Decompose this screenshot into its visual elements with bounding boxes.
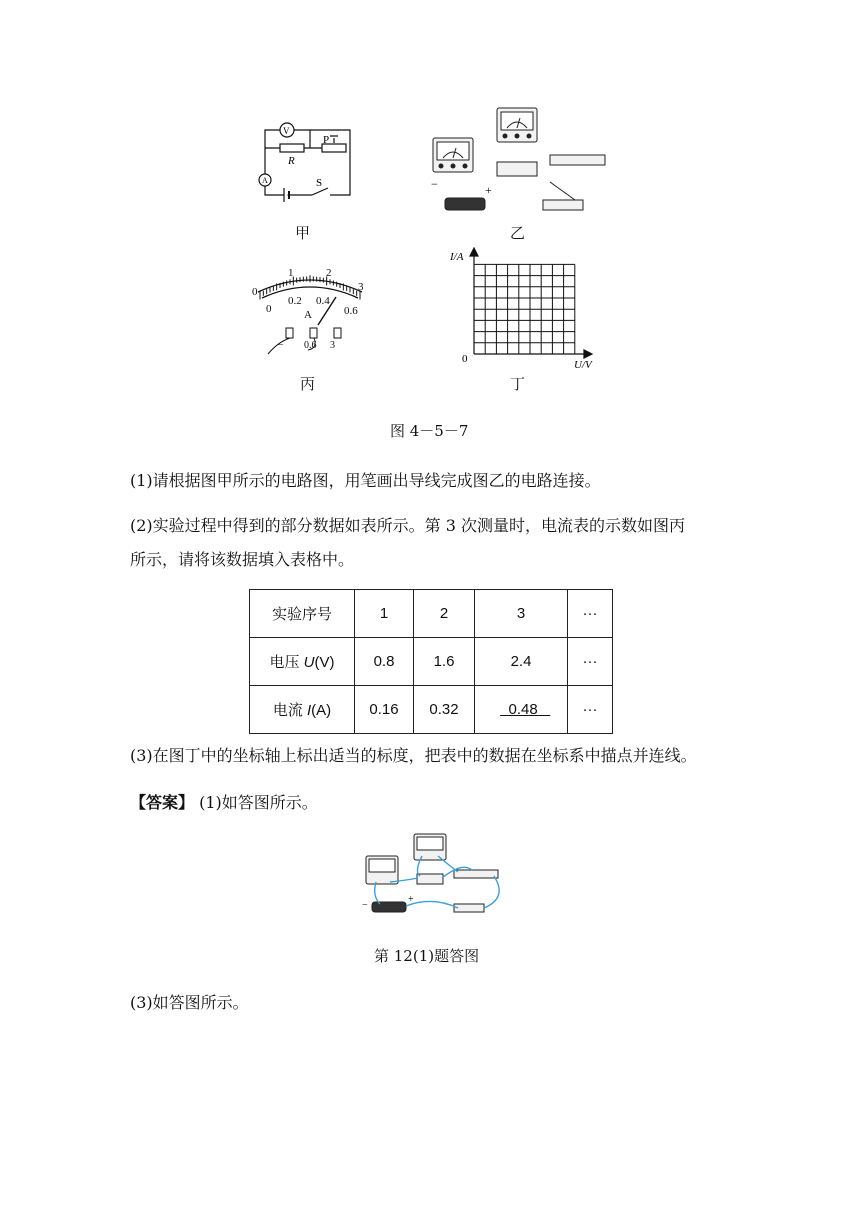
switch-device bbox=[543, 200, 583, 210]
battery-device bbox=[445, 198, 485, 210]
dial-bottom-2: 0.4 bbox=[316, 295, 330, 307]
table-row bbox=[250, 638, 613, 686]
table-cell: 0.32 bbox=[414, 686, 475, 734]
table-cell: ··· bbox=[568, 590, 613, 638]
battery-plus-sign: + bbox=[485, 183, 492, 197]
dial-top-3: 3 bbox=[358, 281, 364, 293]
terminal-post bbox=[310, 328, 317, 338]
graph-y-label: I/A bbox=[450, 251, 464, 263]
graph-origin: 0 bbox=[462, 353, 468, 365]
question-1: (1)请根据图甲所示的电路图，用笔画出导线完成图乙的电路连接。 bbox=[130, 471, 601, 490]
table-cell bbox=[475, 686, 568, 734]
label-jia: 甲 bbox=[295, 224, 311, 242]
circuit-diagram-jia bbox=[250, 110, 360, 210]
figure-caption: 图 4－5－7 bbox=[390, 422, 469, 440]
table-cell: 1 bbox=[355, 590, 414, 638]
table-cell: 1.6 bbox=[414, 638, 475, 686]
dial-bottom-1: 0.2 bbox=[288, 295, 302, 307]
answer-line-1: 【答案】 (1)如答图所示。 bbox=[130, 793, 318, 812]
dial-top-1: 1 bbox=[288, 267, 294, 279]
table-cell: 2.4 bbox=[475, 638, 568, 686]
label-ding: 丁 bbox=[510, 375, 526, 393]
dial-bottom-3: 0.6 bbox=[344, 305, 358, 317]
answer-figure-caption: 第 12(1)题答图 bbox=[374, 947, 480, 965]
terminal-0-6: 0.6 bbox=[304, 340, 317, 351]
dial-unit: A bbox=[304, 309, 312, 321]
terminal-minus: − bbox=[278, 340, 284, 351]
answer-fill-value: 0.48 bbox=[508, 701, 538, 718]
resistor-label: R bbox=[288, 155, 295, 167]
table-cell: 2 bbox=[414, 590, 475, 638]
resistor-device bbox=[497, 162, 537, 176]
rheostat-device bbox=[550, 155, 605, 165]
table-cell: 0.16 bbox=[355, 686, 414, 734]
answer-line-3: (3)如答图所示。 bbox=[130, 993, 249, 1012]
question-2-line2: 所示，请将该数据填入表格中。 bbox=[130, 550, 355, 569]
graph-ding bbox=[448, 246, 608, 371]
switch-label: S bbox=[316, 177, 323, 189]
answer-wired-apparatus bbox=[362, 832, 510, 922]
table-row bbox=[250, 686, 613, 734]
terminal-3: 3 bbox=[330, 340, 335, 351]
resistor-symbol bbox=[280, 144, 304, 152]
voltmeter-label: V bbox=[283, 126, 290, 136]
table-cell: 3 bbox=[475, 590, 568, 638]
svg-text:−: − bbox=[362, 900, 368, 911]
battery-minus-sign: − bbox=[431, 177, 438, 191]
dial-top-0: 0 bbox=[252, 286, 258, 298]
ammeter-dial-bing bbox=[248, 262, 373, 362]
table-cell: 0.8 bbox=[355, 638, 414, 686]
table-row bbox=[250, 590, 613, 638]
table-cell: ··· bbox=[568, 686, 613, 734]
table-cell: 电压 U(V) bbox=[250, 638, 355, 686]
table-cell: 实验序号 bbox=[250, 590, 355, 638]
ammeter-label: A bbox=[262, 176, 268, 185]
question-2-line1: (2)实验过程中得到的部分数据如表所示。第 3 次测量时，电流表的示数如图丙 bbox=[130, 516, 686, 535]
data-table bbox=[249, 589, 613, 734]
label-yi: 乙 bbox=[510, 224, 526, 242]
dial-bottom-0: 0 bbox=[266, 303, 272, 315]
label-bing: 丙 bbox=[300, 375, 316, 393]
table-cell: 电流 I(A) bbox=[250, 686, 355, 734]
terminal-post bbox=[334, 328, 341, 338]
table-cell: ··· bbox=[568, 638, 613, 686]
answer-tag: 【答案】 bbox=[130, 793, 195, 812]
terminal-post bbox=[286, 328, 293, 338]
apparatus-yi bbox=[425, 100, 615, 220]
question-3: (3)在图丁中的坐标轴上标出适当的标度，把表中的数据在坐标系中描点并连线。 bbox=[130, 746, 697, 765]
slider-label: P bbox=[323, 134, 330, 146]
graph-x-label: U/V bbox=[574, 359, 592, 371]
dial-top-2: 2 bbox=[326, 267, 332, 279]
svg-text:+: + bbox=[408, 894, 414, 905]
